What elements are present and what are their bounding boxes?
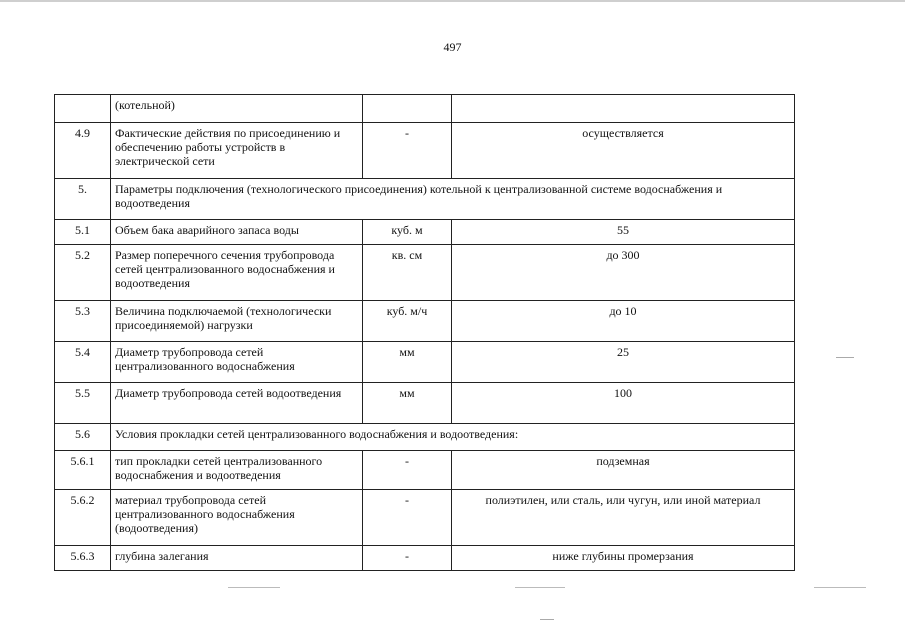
table-row — [55, 546, 795, 571]
row-description: материал трубопровода сетей централизованного водоснабжения (водоотведения) — [111, 490, 363, 546]
table-row — [55, 383, 795, 424]
row-number — [55, 95, 111, 123]
scan-artifact — [228, 587, 280, 588]
spec-table — [54, 94, 795, 571]
row-number: 5.1 — [55, 220, 111, 245]
row-value: полиэтилен, или сталь, или чугун, или иной материал — [452, 490, 795, 546]
row-unit: кв. см — [363, 245, 452, 301]
row-unit: мм — [363, 383, 452, 424]
row-unit: куб. м/ч — [363, 301, 452, 342]
row-description: Величина подключаемой (технологически присоединяемой) нагрузки — [111, 301, 363, 342]
row-unit: - — [363, 546, 452, 571]
row-number: 4.9 — [55, 123, 111, 179]
scan-artifact — [836, 357, 854, 358]
table-row — [55, 220, 795, 245]
row-number: 5.6 — [55, 424, 111, 451]
table-row — [55, 123, 795, 179]
row-description: Фактические действия по присоединению и обеспечению работы устройств в электрической сети — [111, 123, 363, 179]
row-value: до 10 — [452, 301, 795, 342]
row-number: 5.6.3 — [55, 546, 111, 571]
row-description: Объем бака аварийного запаса воды — [111, 220, 363, 245]
row-unit: - — [363, 490, 452, 546]
scan-edge — [0, 0, 905, 2]
row-value: подземная — [452, 451, 795, 490]
table-row — [55, 451, 795, 490]
row-unit: куб. м — [363, 220, 452, 245]
scan-artifact — [540, 619, 554, 620]
row-number: 5.4 — [55, 342, 111, 383]
row-number: 5.3 — [55, 301, 111, 342]
table-row — [55, 490, 795, 546]
table-row — [55, 301, 795, 342]
section-row — [55, 179, 795, 220]
table-row — [55, 95, 795, 123]
row-value: ниже глубины промерзания — [452, 546, 795, 571]
row-description: Диаметр трубопровода сетей централизованного водоснабжения — [111, 342, 363, 383]
row-value: осуществляется — [452, 123, 795, 179]
row-description: тип прокладки сетей централизованного водоснабжения и водоотведения — [111, 451, 363, 490]
scan-artifact — [814, 587, 866, 588]
section-row — [55, 424, 795, 451]
row-number: 5.2 — [55, 245, 111, 301]
row-unit — [363, 95, 452, 123]
row-unit: - — [363, 123, 452, 179]
row-description: глубина залегания — [111, 546, 363, 571]
row-description: Диаметр трубопровода сетей водоотведения — [111, 383, 363, 424]
row-unit: мм — [363, 342, 452, 383]
table-row — [55, 342, 795, 383]
row-number: 5. — [55, 179, 111, 220]
row-value: 25 — [452, 342, 795, 383]
row-value — [452, 95, 795, 123]
row-number: 5.5 — [55, 383, 111, 424]
row-number: 5.6.2 — [55, 490, 111, 546]
page-number: 497 — [443, 40, 462, 54]
row-value: до 300 — [452, 245, 795, 301]
section-title: Условия прокладки сетей централизованного водоснабжения и водоотведения: — [111, 424, 795, 451]
table-row — [55, 245, 795, 301]
row-value: 55 — [452, 220, 795, 245]
scan-artifact — [515, 587, 565, 588]
row-description: Размер поперечного сечения трубопровода сетей централизованного водоснабжения и водоотведения — [111, 245, 363, 301]
row-description: (котельной) — [111, 95, 363, 123]
row-number: 5.6.1 — [55, 451, 111, 490]
row-unit: - — [363, 451, 452, 490]
section-title: Параметры подключения (технологического присоединения) котельной к централизованной системе водоснабжения и водоотведения — [111, 179, 795, 220]
row-value: 100 — [452, 383, 795, 424]
